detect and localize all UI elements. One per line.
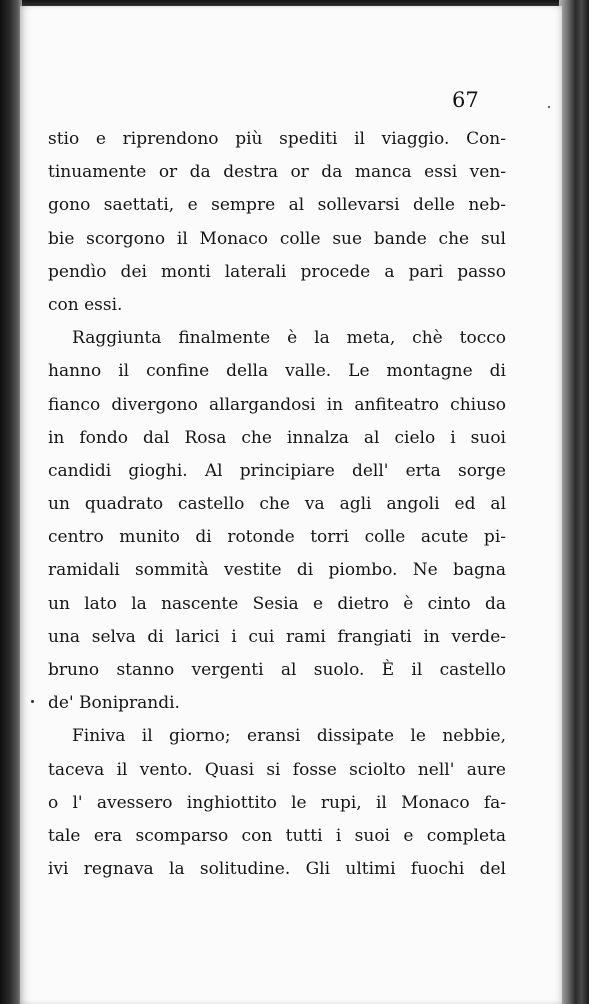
text-line: hanno il confine della valle. Le montagne di xyxy=(48,361,506,382)
body-text xyxy=(48,123,506,886)
text-line: gono saettati, e sempre al sollevarsi delle neb- xyxy=(48,195,506,216)
text-line: tale era scomparso con tutti i suoi e completa xyxy=(48,825,506,846)
text-line: taceva il vento. Quasi si fosse sciolto nell' aure xyxy=(48,759,506,780)
book-spine-shadow xyxy=(0,0,22,1004)
ink-speck xyxy=(31,700,34,703)
ink-speck xyxy=(548,106,550,108)
text-line: un quadrato castello che va agli angoli ed al xyxy=(48,494,506,515)
text-line: bruno stanno vergenti al suolo. È il castello xyxy=(48,660,506,680)
text-line: centro munito di rotonde torri colle acute pi- xyxy=(48,527,506,548)
paragraph-start-line: Finiva il giorno; eransi dissipate le nebbie, xyxy=(72,726,506,747)
text-line: o l' avessero inghiottito le rupi, il Monaco fa- xyxy=(48,792,506,813)
page-number: 67 xyxy=(452,88,479,112)
text-line: in fondo dal Rosa che innalza al cielo i suoi xyxy=(48,427,506,448)
paragraph-end-line: con essi. xyxy=(48,294,123,315)
paragraph-end-line: de' Boniprandi. xyxy=(48,693,180,714)
text-line: tinuamente or da destra or da manca essi ven- xyxy=(48,162,506,183)
text-line: candidi gioghi. Al principiare dell' erta sorge xyxy=(48,460,506,481)
text-line: ivi regnava la solitudine. Gli ultimi fuochi del xyxy=(48,859,506,880)
paragraph-start-line: Raggiunta finalmente è la meta, chè tocco xyxy=(72,328,506,349)
text-line: bie scorgono il Monaco colle sue bande che sul xyxy=(48,228,506,249)
text-line: fianco divergono allargandosi in anfiteatro chiuso xyxy=(48,394,506,415)
text-line: ramidali sommità vestite di piombo. Ne bagna xyxy=(48,560,506,581)
text-line: un lato la nascente Sesia e dietro è cinto da xyxy=(48,593,506,614)
text-line: stio e riprendono più spediti il viaggio. Con- xyxy=(48,129,506,149)
page-fore-edge xyxy=(559,0,589,1004)
text-line: pendìo dei monti laterali procede a pari passo xyxy=(48,261,506,282)
page-sheet xyxy=(20,6,562,1004)
text-line: una selva di larici i cui rami frangiati in verde- xyxy=(48,626,506,647)
